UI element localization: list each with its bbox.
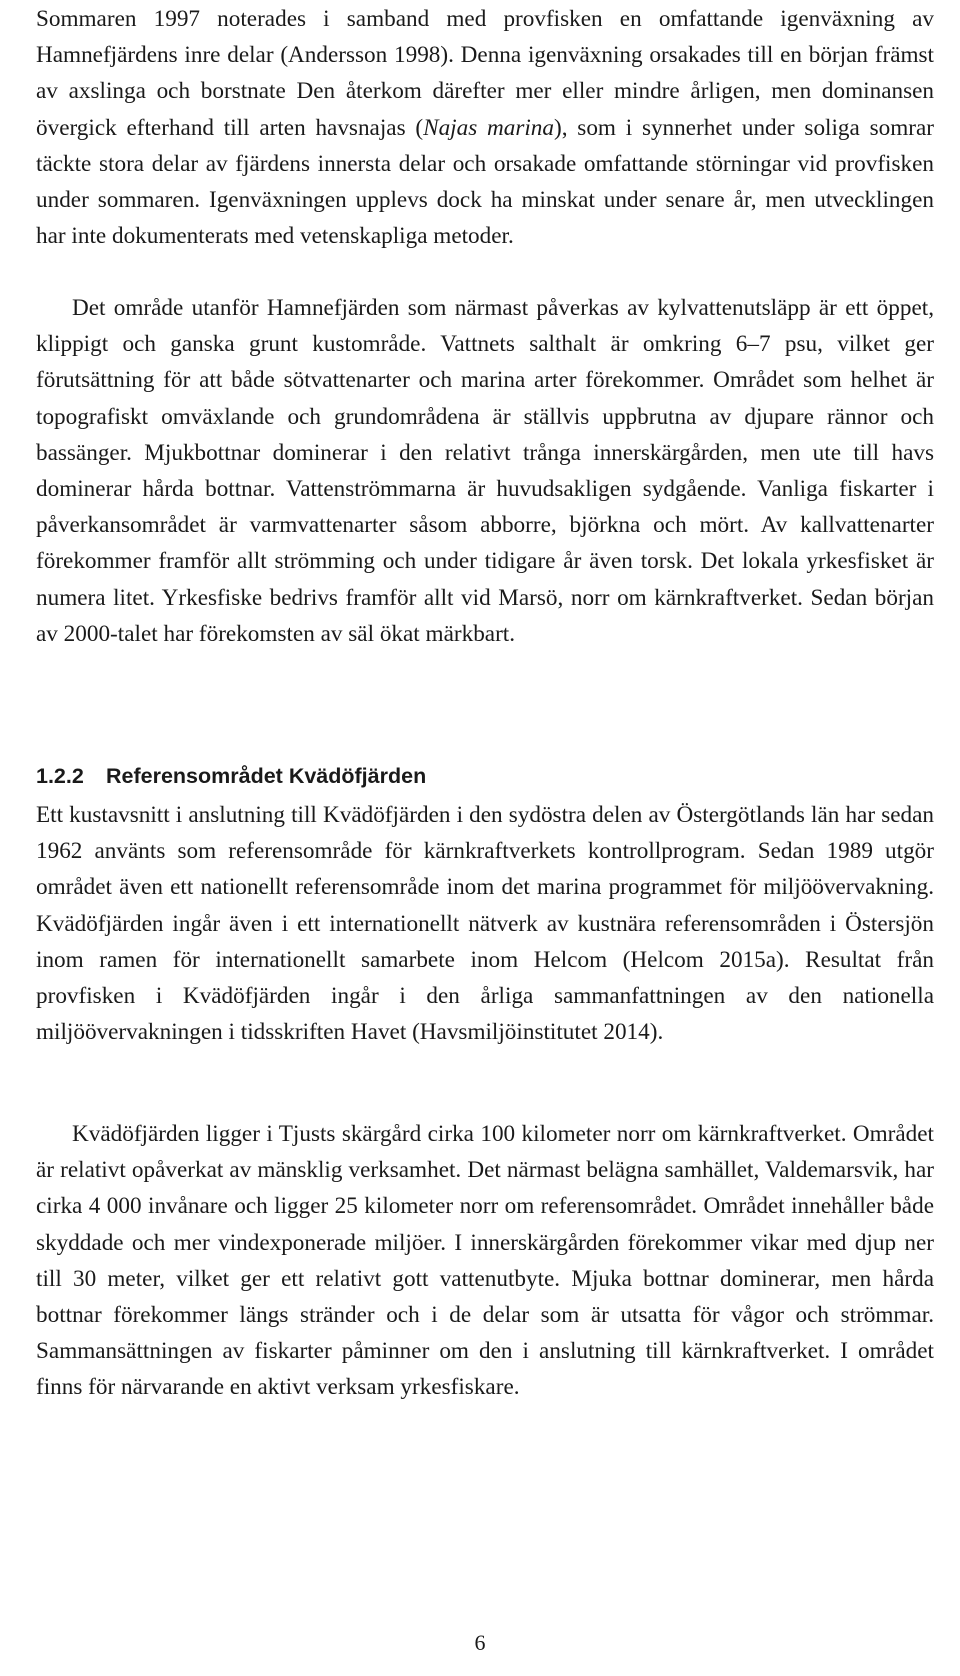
page-number: 6 — [474, 1630, 486, 1655]
paragraph-reference-area-intro: Ett kustavsnitt i anslutning till Kvädöfjärden i den sydöstra delen av Östergötlands län har sedan 1962 använts som referensområde för kärnkraftverkets kontrollprogram. Sedan 1989 utgör området även ett nationellt referensområde inom det marina programmet för miljöövervakning. Kvädöfjärden ingår även i ett internationellt nätverk av kustnära referensområden i Östersjön inom ramen för internationellt samarbete inom Helcom (Helcom 2015a). Resultat från provfisken i Kvädöfjärden ingår i den årliga sammanfattningen av den nationella miljöövervakningen i tidsskriften Havet (Havsmiljöinstitutet 2014). — [36, 802, 934, 1046]
paragraph-hamnefjarden-overgrowth — [36, 1, 934, 254]
paragraph-impact-area: Det område utanför Hamnefjärden som närmast påverkas av kylvattenutsläpp är ett öppet, klippigt och ganska grunt kustområde. Vattnets salthalt är omkring 6–7 psu, vilket ger förutsättning för att både sötvattenarter och marina arter förekommer. Området som helhet är topografiskt omväxlande och grundområdena är ställvis uppbrutna av djupare rännor och bassänger. Mjukbottnar dominerar i den relativt trånga innerskärgården, men ute till havs dominerar hårda bottnar. Vattenströmmarna är huvudsakligen sydgående. Vanliga fiskarter i påverkansområdet är varmvattenarter såsom abborre, björkna och mört. Av kallvattenarter förekommer framför allt strömming och under tidigare år även torsk. Det lokala yrkesfisket är numera litet. Yrkesfiske bedrivs framför allt vid Marsö, norr om kärnkraftverket. Sedan början av 2000-talet har förekomsten av säl ökat märkbart. — [36, 295, 934, 647]
paragraph-1-text-end: ), som i synnerhet under soliga somrar täckte stora delar av fjärdens innersta delar och orsakade omfattande störningar vid provfisken under sommaren. Igenväxningen upplevs dock ha minskat under senare år, men utvecklingen har inte dokumenterats med vetenskapliga metoder. — [36, 114, 934, 250]
section-title: Referensområdet Kvädöfjärden — [106, 764, 427, 788]
paragraph-1-text-start: Sommaren 1997 noterades i samband med provfisken en omfattande igenväxning av Hamnefjärdens inre delar (Andersson 1998). Denna igenväxning orsakades till en början främst av axslinga och borstnate Den återkom därefter mer eller mindre årligen, men dominansen övergick efterhand till arten havsnajas ( — [36, 6, 934, 141]
section-heading — [36, 762, 426, 790]
species-name-italic: Najas marina — [423, 114, 554, 141]
paragraph-kvadofjarden-description: Kvädöfjärden ligger i Tjusts skärgård cirka 100 kilometer norr om kärnkraftverket. Området är relativt opåverkat av mänsklig verksamhet. Det närmast belägna samhället, Valdemarsvik, har cirka 4 000 invånare och ligger 25 kilometer norr om referensområdet. Området innehåller både skyddade och mer vindexponerade miljöer. I innerskärgården förekommer vikar med djup ner till 30 meter, vilket ger ett relativt gott vattenutbyte. Mjuka bottnar dominerar, men hårda bottnar förekommer längs stränder och i de delar som är utsatta för vågor och strömmar. Sammansättningen av fiskarter påminner om den i anslutning till kärnkraftverket. I området finns för närvarande en aktivt verksam yrkesfiskare. — [36, 1121, 934, 1401]
section-number: 1.2.2 — [36, 764, 84, 788]
